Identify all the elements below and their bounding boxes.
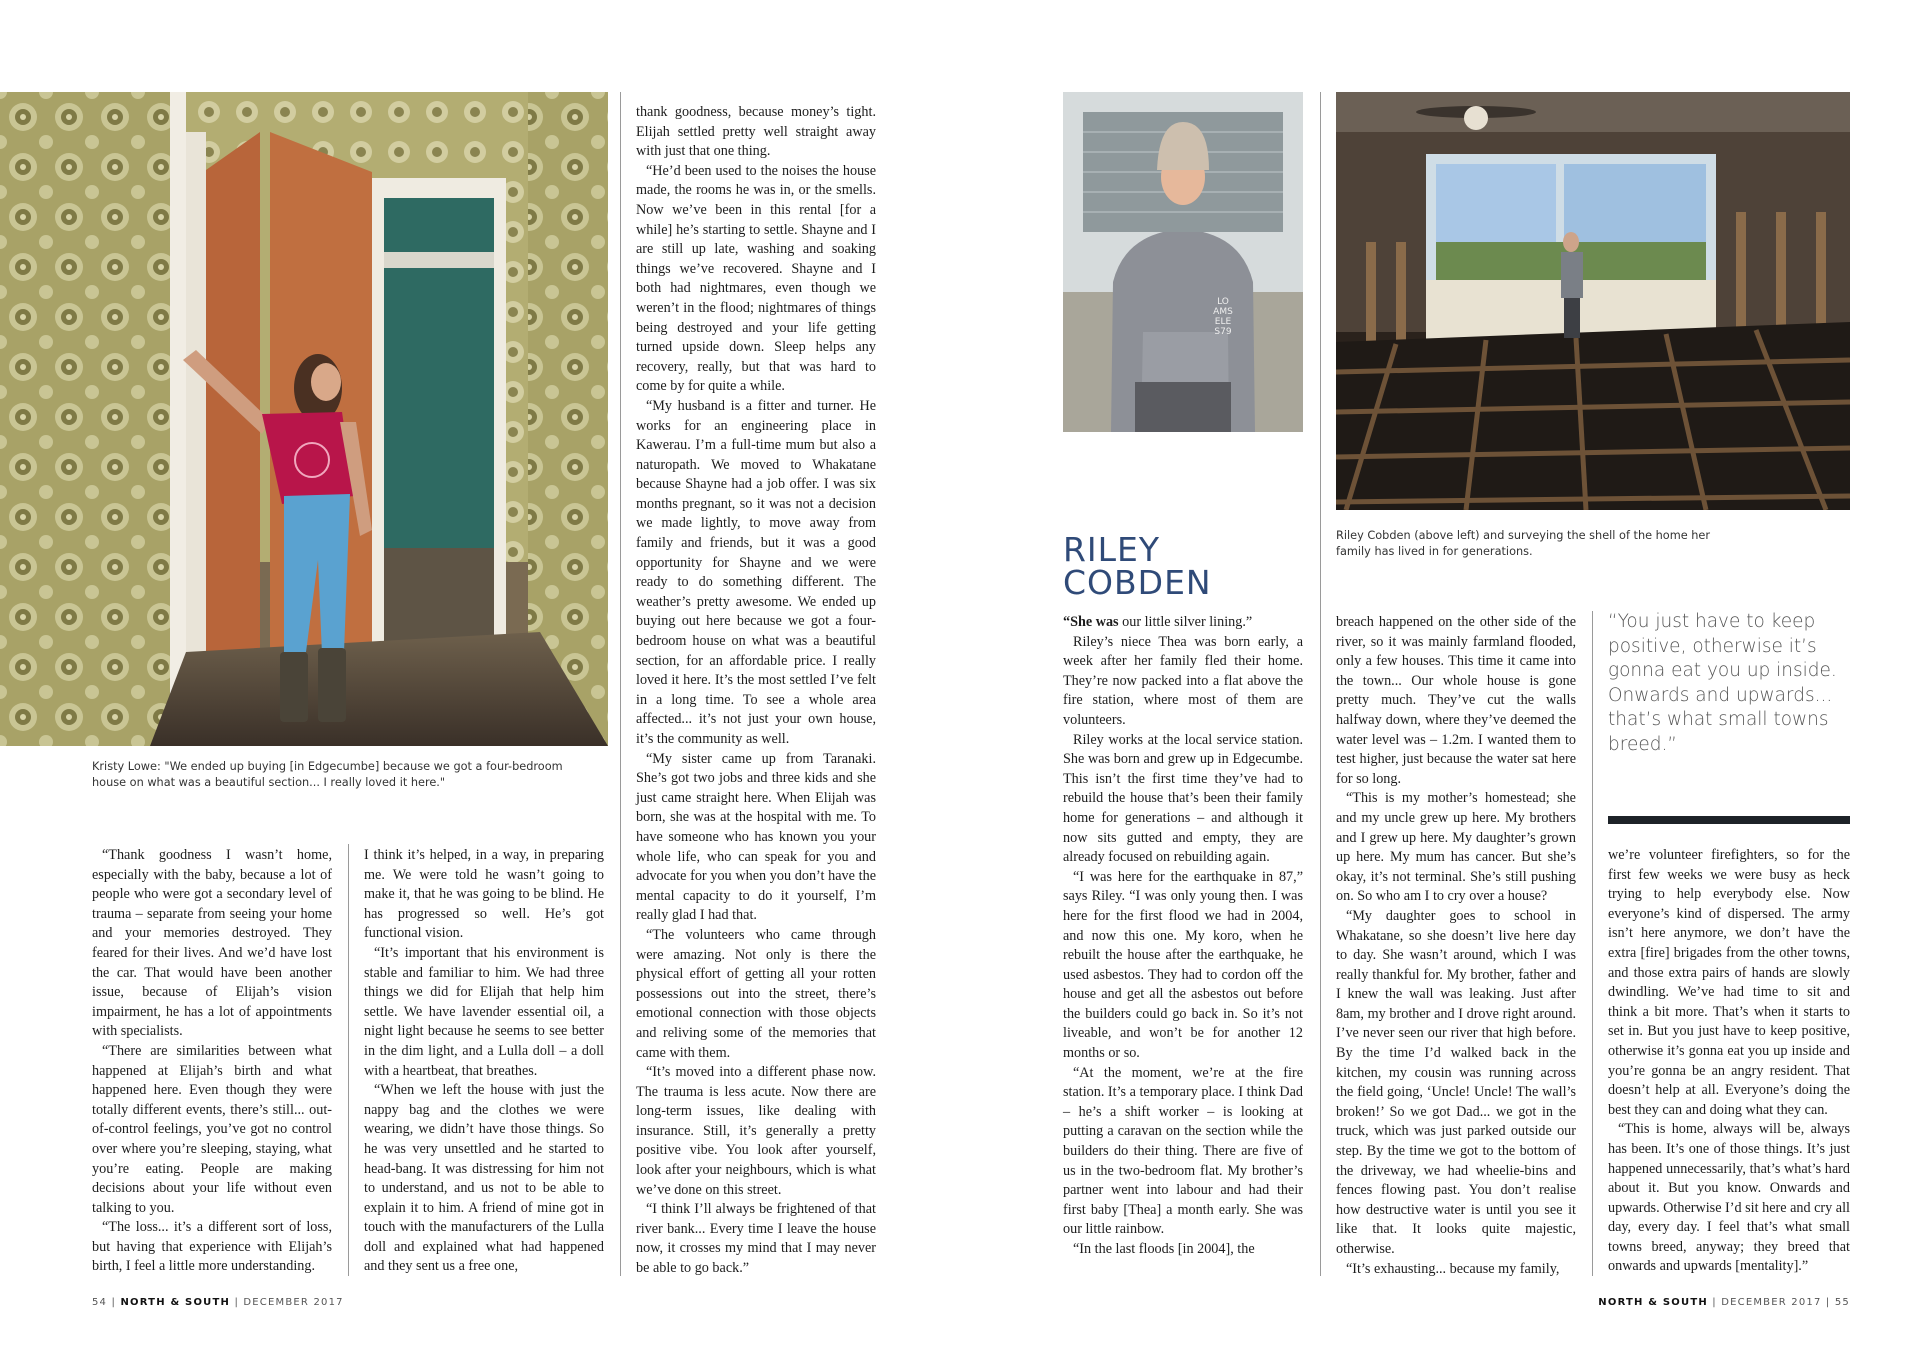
body-column-4 [1063, 613, 1303, 1260]
column-rule [1592, 611, 1593, 1276]
paragraph: “I think I’ll always be frightened of that river bank... Every time I leave the house now, it crosses my mind that I may never be able to go back.” [636, 1201, 876, 1277]
paragraph [1063, 613, 1303, 633]
paragraph: “There are similarities between what happened at Elijah’s birth and what happened here. Even though they were totally different events, there’s still... out-of-control feelings, you’ve got no control over where you’re sleeping, staying, what you’re eating. People are making decisions about your life without even talking to you. [92, 1042, 332, 1216]
headline-line: RILEY [1063, 530, 1161, 569]
paragraph: “It’s important that his environment is stable and familiar to him. We had three things we did for Elijah that help him settle. We have lavender essential oil, a night light because he seems to see better in the dim light, and a Lulla doll – a doll with a heartbeat, that breathes. [364, 944, 604, 1079]
body-column-1 [92, 846, 332, 1277]
body-column-5 [1336, 613, 1576, 1279]
paragraph: “When we left the house with just the nappy bag and the clothes we were wearing, we didn’t have those things. So he was very unsettled and he started to head-bang. It was distressing for him not to understand, and us not to be able to explain it to him. A friend of mine got in touch with the manufacturers of the Lulla doll and explained what had happened and they sent us a free one, [364, 1082, 604, 1275]
riley-portrait-photo [1063, 92, 1303, 432]
paragraph: “He’d been used to the noises the house made, the rooms he was in, or the smells. Now we’ve been in this rental [for a while] he’s starting to settle. Shayne and I are still up late, washing and soaking things we’ve recovered. Shayne and I both had nightmares, even though we weren’t in the flood; nightmares of things being destroyed and your life getting turned upside down. Sleep helps any recovery, really, but that was hard to come by for quite a while. [636, 162, 876, 395]
body-column-3 [636, 103, 876, 1279]
body-column-2 [364, 846, 604, 1277]
kristy-lowe-photo [0, 92, 608, 746]
paragraph: Riley’s niece Thea was born early, a week after her family fled their home. They’re now packed into a flat above the fire station, where most of them are volunteers. [1063, 633, 1303, 728]
paragraph: “At the moment, we’re at the fire station. It’s a temporary place. I think Dad – he’s a shift worker – is looking at putting a caravan on the section while the builders do their thing. There are five of us in the two-bedroom flat. My brother’s partner went into labour and had their first baby [Thea] a month early. She was our little rainbow. [1063, 1064, 1303, 1238]
pull-quote-bar [1608, 816, 1850, 824]
paragraph: “It’s moved into a different phase now. The trauma is less acute. Now there are long-term issues, like dealing with insurance. Still, it’s generally a pretty positive vibe. You look after yourself, look after your neighbours, which is what we’ve done on this street. [636, 1064, 876, 1198]
paragraph: “My daughter goes to school in Whakatane, so she doesn’t live here day to day. She wasn’t around, which I was really thankful for. My brother, father and I knew the wall was leaking. Just after 8am, my brother and I drove right around. I’ve never seen our river that high before. By the time I’d walked back in the kitchen, my cousin was running across the field going, ‘Uncle! Uncle! The wall’s broken!’ So we got Dad... we got in the truck, which was just parked outside our step. By the time we got to the bottom of the driveway, we had wheelie-bins and fences flowing past. You don’t realise how destructive water is until you see it like that. It looks quite majestic, otherwise. [1336, 907, 1576, 1257]
paragraph: “This is home, always will be, always has been. It’s one of those things. It’s just happened unnecessarily, that’s what’s hard about it. But you know. Onwards and upwards. Otherwise I’d sit here and cry all day, every day. I feel that’s what small towns breed, anyway; they breed that onwards and upwards [mentality].” [1608, 1121, 1850, 1275]
pull-quote: “You just have to keep positive, otherwise it’s gonna eat you up inside. Onwards and upwards... that’s what small towns breed.” [1608, 611, 1837, 755]
issue-date: DECEMBER 2017 [1721, 1297, 1822, 1308]
paragraph: “I was here for the earthquake in 87,” says Riley. “I was only young then. I was here for the first flood we had in 2004, and now this one. My koro, when he rebuilt the house after the earthquake, he used asbestos. They had to cordon off the house and get all the asbestos out before the builders could go back in. So it’s not liveable, and won’t be for another 12 months or so. [1063, 868, 1303, 1062]
paragraph: “It’s exhausting... because my family, [1346, 1260, 1560, 1277]
paragraph: “This is my mother’s homestead; she and my uncle grew up here. My brothers and I grew up here. My daughter’s grown up here. My mum has cancer. But she’s okay, it’s not terminal. She’s still pushing on. So who am I to cry over a house? [1336, 790, 1576, 905]
magazine-name: NORTH & SOUTH [1598, 1297, 1708, 1308]
body-column-6 [1608, 846, 1850, 1277]
paragraph: “My husband is a fitter and turner. He works for an engineering place in Kawerau. I’m a full-time mum but also a naturopath. We moved to Whakatane because Shayne had a job offer. I was six months pregnant, so it was not a decision we made lightly, to move away from family and friends, but it was a good opportunity for Shayne and we were ready to do something different. The weather’s pretty awesome. We ended up buying out here because we got a four-bedroom house on what was a beautiful section, for an affordable price. I really loved it here. It’s the most settled I’ve felt in a long time. To see a whole area affected... it’s not just your own house, it’s the community as well. [636, 397, 876, 747]
page-number: 55 [1834, 1297, 1850, 1308]
kristy-lowe-caption: Kristy Lowe: "We ended up buying [in Edgecumbe] because we got a four-bedroom house on what was a beautiful section... I really loved it here." [92, 760, 563, 789]
column-rule [620, 92, 621, 1276]
column-rule [348, 844, 349, 1276]
paragraph: “The loss... it’s a different sort of loss, but having that experience with Elijah’s birth, I feel a little more understanding. [92, 1219, 332, 1275]
paragraph: “My sister came up from Taranaki. She’s got two jobs and three kids and she just came straight here. When Elijah was born, she was at the hospital with me. To have someone who has known you your whole life, who can speak for you and advocate for you when you don’t have the mental capacity to do it yourself, I’m really glad I had that. [636, 750, 876, 924]
paragraph: “The volunteers who came through were amazing. Not only is there the physical effort of getting all your rotten possessions out into the street, there’s emotional connection with those objects and reliving some of the memories that came with them. [636, 926, 876, 1061]
folio-left: 54 | NORTH & SOUTH | DECEMBER 2017 [92, 1297, 344, 1308]
lead-in: “She was [1063, 614, 1119, 630]
paragraph: we’re volunteer firefighters, so for the first few weeks we were busy as heck trying to help everybody else. Now everyone’s kind of dispersed. The army isn’t here anymore, we don’t have the extra [fire] brigades from the other towns, and those extra pairs of hands are slowly dwindling. We’ve had time to sit and think a bit more. That’s when it starts to set in. But you just have to keep positive, otherwise it’s gonna eat you up inside and you’re gonna be an angry resident. That doesn’t help at all. Everyone’s doing the best they can and doing what they can. [1608, 847, 1850, 1118]
paragraph: Riley works at the local service station. She was born and grew up in Edgecumbe. This isn’t the first time they’ve had to rebuild the house that’s been their family home for generations – and although it now sits gutted and empty, they are already focused on rebuilding again. [1063, 731, 1303, 866]
headline [1063, 530, 1303, 602]
headline-line: COBDEN [1063, 563, 1212, 602]
paragraph: thank goodness, because money’s tight. Elijah settled pretty well straight away with just that one thing. [636, 104, 876, 160]
folio-right: NORTH & SOUTH | DECEMBER 2017 | 55 [1598, 1297, 1850, 1308]
column-rule [1320, 92, 1321, 1276]
magazine-name: NORTH & SOUTH [120, 1297, 231, 1308]
lead-in-rest: our little silver lining.” [1118, 614, 1253, 630]
paragraph: I think it’s helped, in a way, in preparing me. We were told he wasn’t going to make it, that he was going to be blind. He has progressed so well. He’s got functional vision. [364, 847, 604, 942]
riley-caption: Riley Cobden (above left) and surveying the shell of the home her family has lived in for generations. [1336, 529, 1711, 558]
gutted-house-photo [1336, 92, 1850, 510]
paragraph: “Thank goodness I wasn’t home, especially with the baby, because a lot of people who were got a secondary level of trauma – separate from seeing your home and your memories destroyed. They feared for their lives. And we’d have lost the car. That would have been another issue, because of Elijah’s vision impairment, he has a lot of appointments with specialists. [92, 847, 332, 1040]
paragraph: “In the last floods [in 2004], the [1073, 1241, 1255, 1257]
hoodie-print: LO AMS ELE S79 [1213, 297, 1233, 337]
paragraph: breach happened on the other side of the river, so it was mainly farmland flooded, only a few houses. This time it came into the town... Our whole house is gone pretty much. They’ve cut the walls halfway down, where they’ve deemed the water level was – 1.2m. I wanted them to test higher, just because the water sat here for so long. [1336, 614, 1576, 787]
issue-date: DECEMBER 2017 [243, 1297, 344, 1308]
page-number: 54 [92, 1297, 108, 1308]
